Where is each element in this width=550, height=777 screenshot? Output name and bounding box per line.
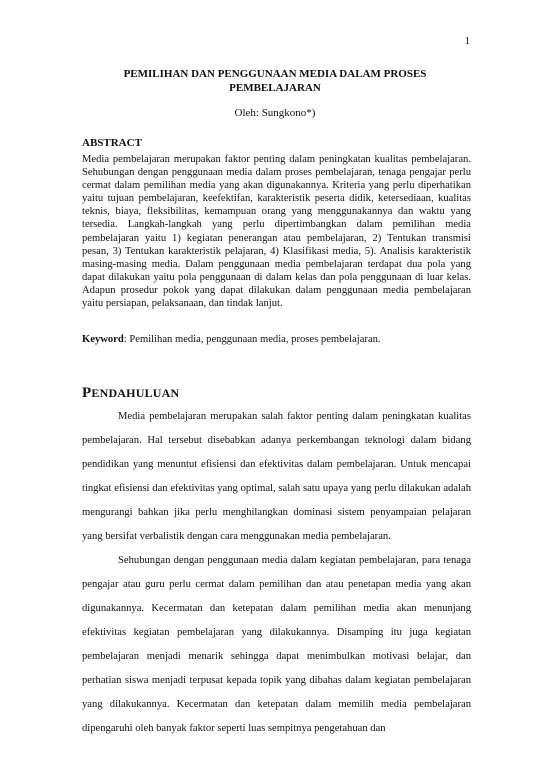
paper-title: [82, 67, 468, 95]
section-heading-rest: ENDAHULUAN: [91, 386, 180, 400]
paragraph-1: Media pembelajaran merupakan salah faktor penting dalam peningkatan kualitas pembelajaran. Hal tersebut disebabkan adanya perkembangan teknologi dalam bidang pendidikan yang menuntut efisiensi dan efektivitas dalam pembelajaran. Untuk mencapai tingkat efisiensi dan efektivitas yang optimal, salah satu upaya yang perlu dilakukan adalah mengurangi bahkan jika perlu menghilangkan dominasi sistem penyampaian pelajaran yang bersifat verbalistik dengan cara menggunakan media pembelajaran.: [82, 411, 471, 542]
paper-title-line-1: PEMILIHAN DAN PENGGUNAAN MEDIA DALAM PROSES: [123, 68, 427, 80]
section-heading: [82, 385, 179, 402]
keywords-line: [82, 334, 471, 345]
introduction-body: [82, 405, 471, 741]
keyword-text: : Pemilihan media, penggunaan media, proses pembelajaran.: [123, 334, 381, 345]
abstract-heading: ABSTRACT: [82, 137, 142, 149]
abstract-text: Media pembelajaran merupakan faktor penting dalam peningkatan kualitas pembelajaran. Sehubungan dengan penggunaan media dalam proses pembelajaran, tenaga pengajar perlu cermat dalam pemilihan media yang akan digunakannya. Kriteria yang perlu diperhatikan yaitu tujuan pembelajaran, keefektifan, karakteristik peserta didik, ketersediaan, kualitas teknis, biaya, fleksibilitas, kemampuan orang yang menggunakannya dan waktu yang tersedia. Langkah-langkah yang perlu dipertimbangkan dalam pemilihan media pembelajaran yaitu 1) kegiatan penerangan atau pembelajaran, 2) Tentukan transmisi pesan, 3) Tentukan karakteristik pelajaran, 4) Klasifikasi media, 5). Analisis karakteristik masing-masing media. Dalam penggunaan media pembelajaran terdapat dua pola yang dapat dilakukan yaitu pola penggunaan di dalam kelas dan pola penggunaan di luar kelas. Adapun prosedur pokok yang dapat dilakukan dalam penggunaan media pembelajaran yaitu persiapan, pelaksanaan, dan tindak lanjut.: [82, 154, 471, 310]
section-heading-initial: P: [82, 385, 92, 401]
paragraph-2: Sehubungan dengan penggunaan media dalam kegiatan pembelajaran, para tenaga pengajar atau guru perlu cermat dalam pemilihan dan atau penetapan media yang akan digunakannya. Kecermatan dan ketepatan dalam pemilihan media akan menunjang efektivitas kegiatan pembelajaran yang dilakukannya. Disamping itu juga kegiatan pembelajaran menjadi menarik sehingga dapat menimbulkan motivasi belajar, dan perhatian siswa menjadi terpusat kepada topik yang dibahas dalam kegiatan pembelajaran yang dilakukannya. Kecermatan dan ketepatan dalam memilih media pembelajaran dipengaruhi oleh banyak faktor seperti luas sempitnya pengetahuan dan: [82, 555, 471, 734]
author-line: Oleh: Sungkono*): [234, 107, 316, 119]
keyword-label: Keyword: [82, 334, 124, 345]
paper-title-line-2: PEMBELAJARAN: [229, 82, 321, 94]
page-number: 1: [464, 35, 470, 47]
